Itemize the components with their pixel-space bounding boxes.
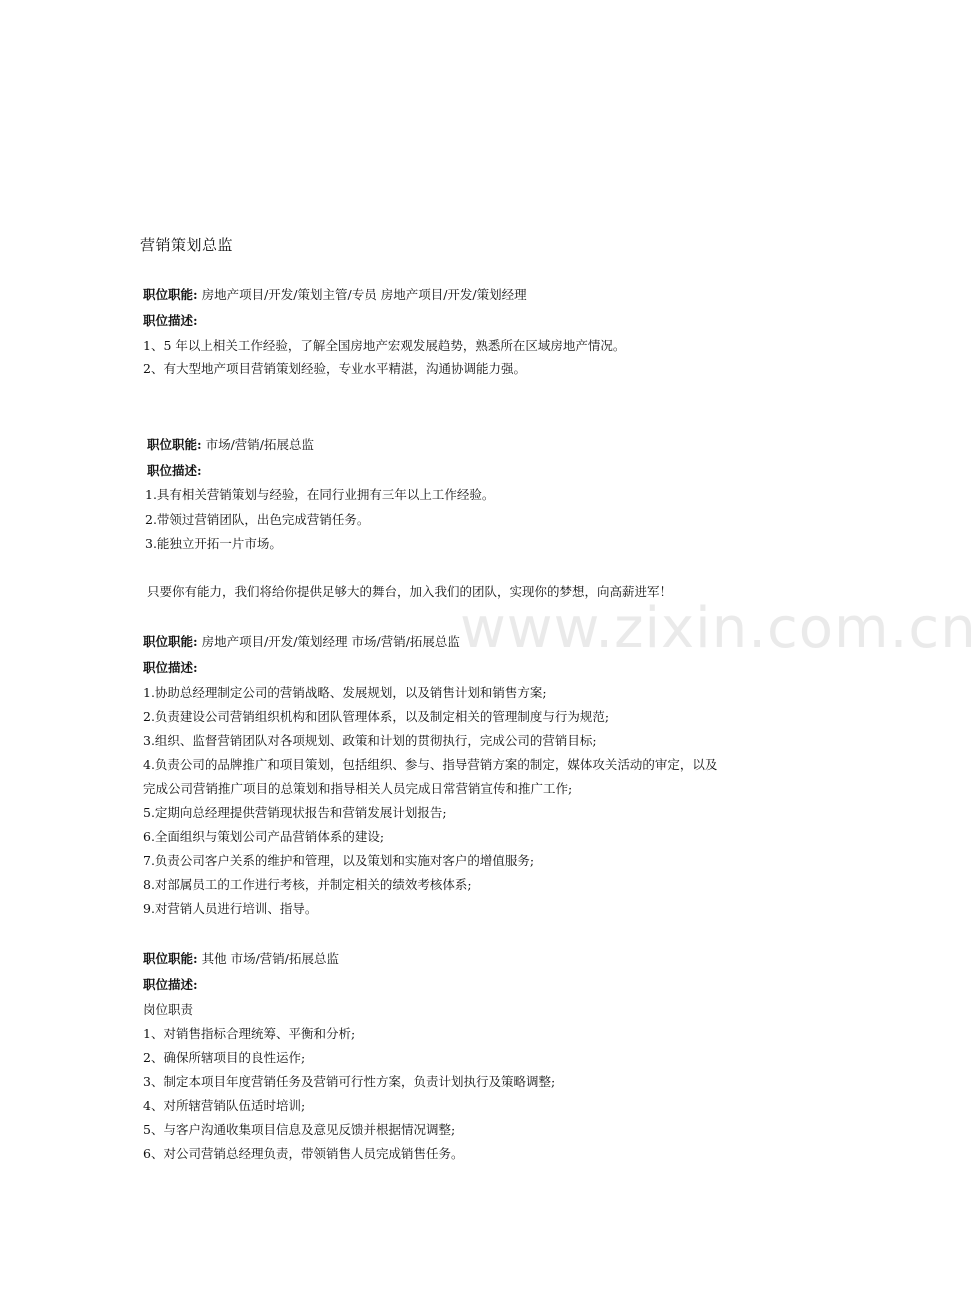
list-item: 5、与客户沟通收集项目信息及意见反馈并根据情况调整;: [143, 1122, 456, 1137]
role-value: 房地产项目/开发/策划主管/专员 房地产项目/开发/策划经理: [197, 287, 527, 302]
desc-label: 职位描述:: [143, 977, 198, 992]
list-item: 8.对部属员工的工作进行考核，并制定相关的绩效考核体系;: [143, 877, 472, 892]
list-item: 1、5 年以上相关工作经验，了解全国房地产宏观发展趋势，熟悉所在区域房地产情况。: [143, 338, 626, 353]
list-item: 9.对营销人员进行培训、指导。: [143, 901, 318, 916]
list-item: 4、对所辖营销队伍适时培训;: [143, 1098, 306, 1113]
list-item: 4.负责公司的品牌推广和项目策划，包括组织、参与、指导营销方案的制定，媒体攻关活动的审定，以及: [143, 757, 718, 772]
list-item: 6.全面组织与策划公司产品营销体系的建设;: [143, 829, 385, 844]
page-title: 营销策划总监: [140, 236, 234, 254]
note-text: 只要你有能力，我们将给你提供足够大的舞台，加入我们的团队，实现你的梦想，向高薪进军！: [147, 584, 673, 599]
role-line: [143, 951, 339, 967]
list-item: 3.组织、监督营销团队对各项规划、政策和计划的贯彻执行，完成公司的营销目标;: [143, 733, 597, 748]
desc-label: 职位描述:: [147, 463, 202, 478]
role-line: [143, 634, 460, 650]
role-value: 其他 市场/营销/拓展总监: [197, 951, 339, 966]
role-value: 房地产项目/开发/策划经理 市场/营销/拓展总监: [197, 634, 460, 649]
role-label: 职位职能:: [143, 287, 198, 302]
role-label: 职位职能:: [143, 951, 198, 966]
list-item: 1.具有相关营销策划与经验，在同行业拥有三年以上工作经验。: [145, 487, 495, 502]
role-value: 市场/营销/拓展总监: [201, 437, 315, 452]
list-item: 1.协助总经理制定公司的营销战略、发展规划，以及销售计划和销售方案;: [143, 685, 547, 700]
list-item: 完成公司营销推广项目的总策划和指导相关人员完成日常营销宣传和推广工作;: [143, 781, 573, 796]
list-item: 2.负责建设公司营销组织机构和团队管理体系，以及制定相关的管理制度与行为规范;: [143, 709, 610, 724]
role-label: 职位职能:: [143, 634, 198, 649]
desc-label: 职位描述:: [143, 660, 198, 675]
list-item: 2、确保所辖项目的良性运作;: [143, 1050, 306, 1065]
role-line: [147, 437, 314, 453]
list-item: 3、制定本项目年度营销任务及营销可行性方案，负责计划执行及策略调整;: [143, 1074, 556, 1089]
desc-label: 职位描述:: [143, 313, 198, 328]
list-item: 2.带领过营销团队，出色完成营销任务。: [145, 512, 370, 527]
watermark: www.zixin.com.cn: [460, 596, 977, 661]
list-item: 3.能独立开拓一片市场。: [145, 536, 282, 551]
role-line: [143, 287, 527, 303]
list-item: 7.负责公司客户关系的维护和管理，以及策划和实施对客户的增值服务;: [143, 853, 535, 868]
role-label: 职位职能:: [147, 437, 202, 452]
list-item: 岗位职责: [143, 1002, 194, 1017]
list-item: 2、有大型地产项目营销策划经验，专业水平精湛，沟通协调能力强。: [143, 361, 526, 376]
list-item: 1、对销售指标合理统筹、平衡和分析;: [143, 1026, 356, 1041]
list-item: 5.定期向总经理提供营销现状报告和营销发展计划报告;: [143, 805, 447, 820]
list-item: 6、对公司营销总经理负责，带领销售人员完成销售任务。: [143, 1146, 464, 1161]
